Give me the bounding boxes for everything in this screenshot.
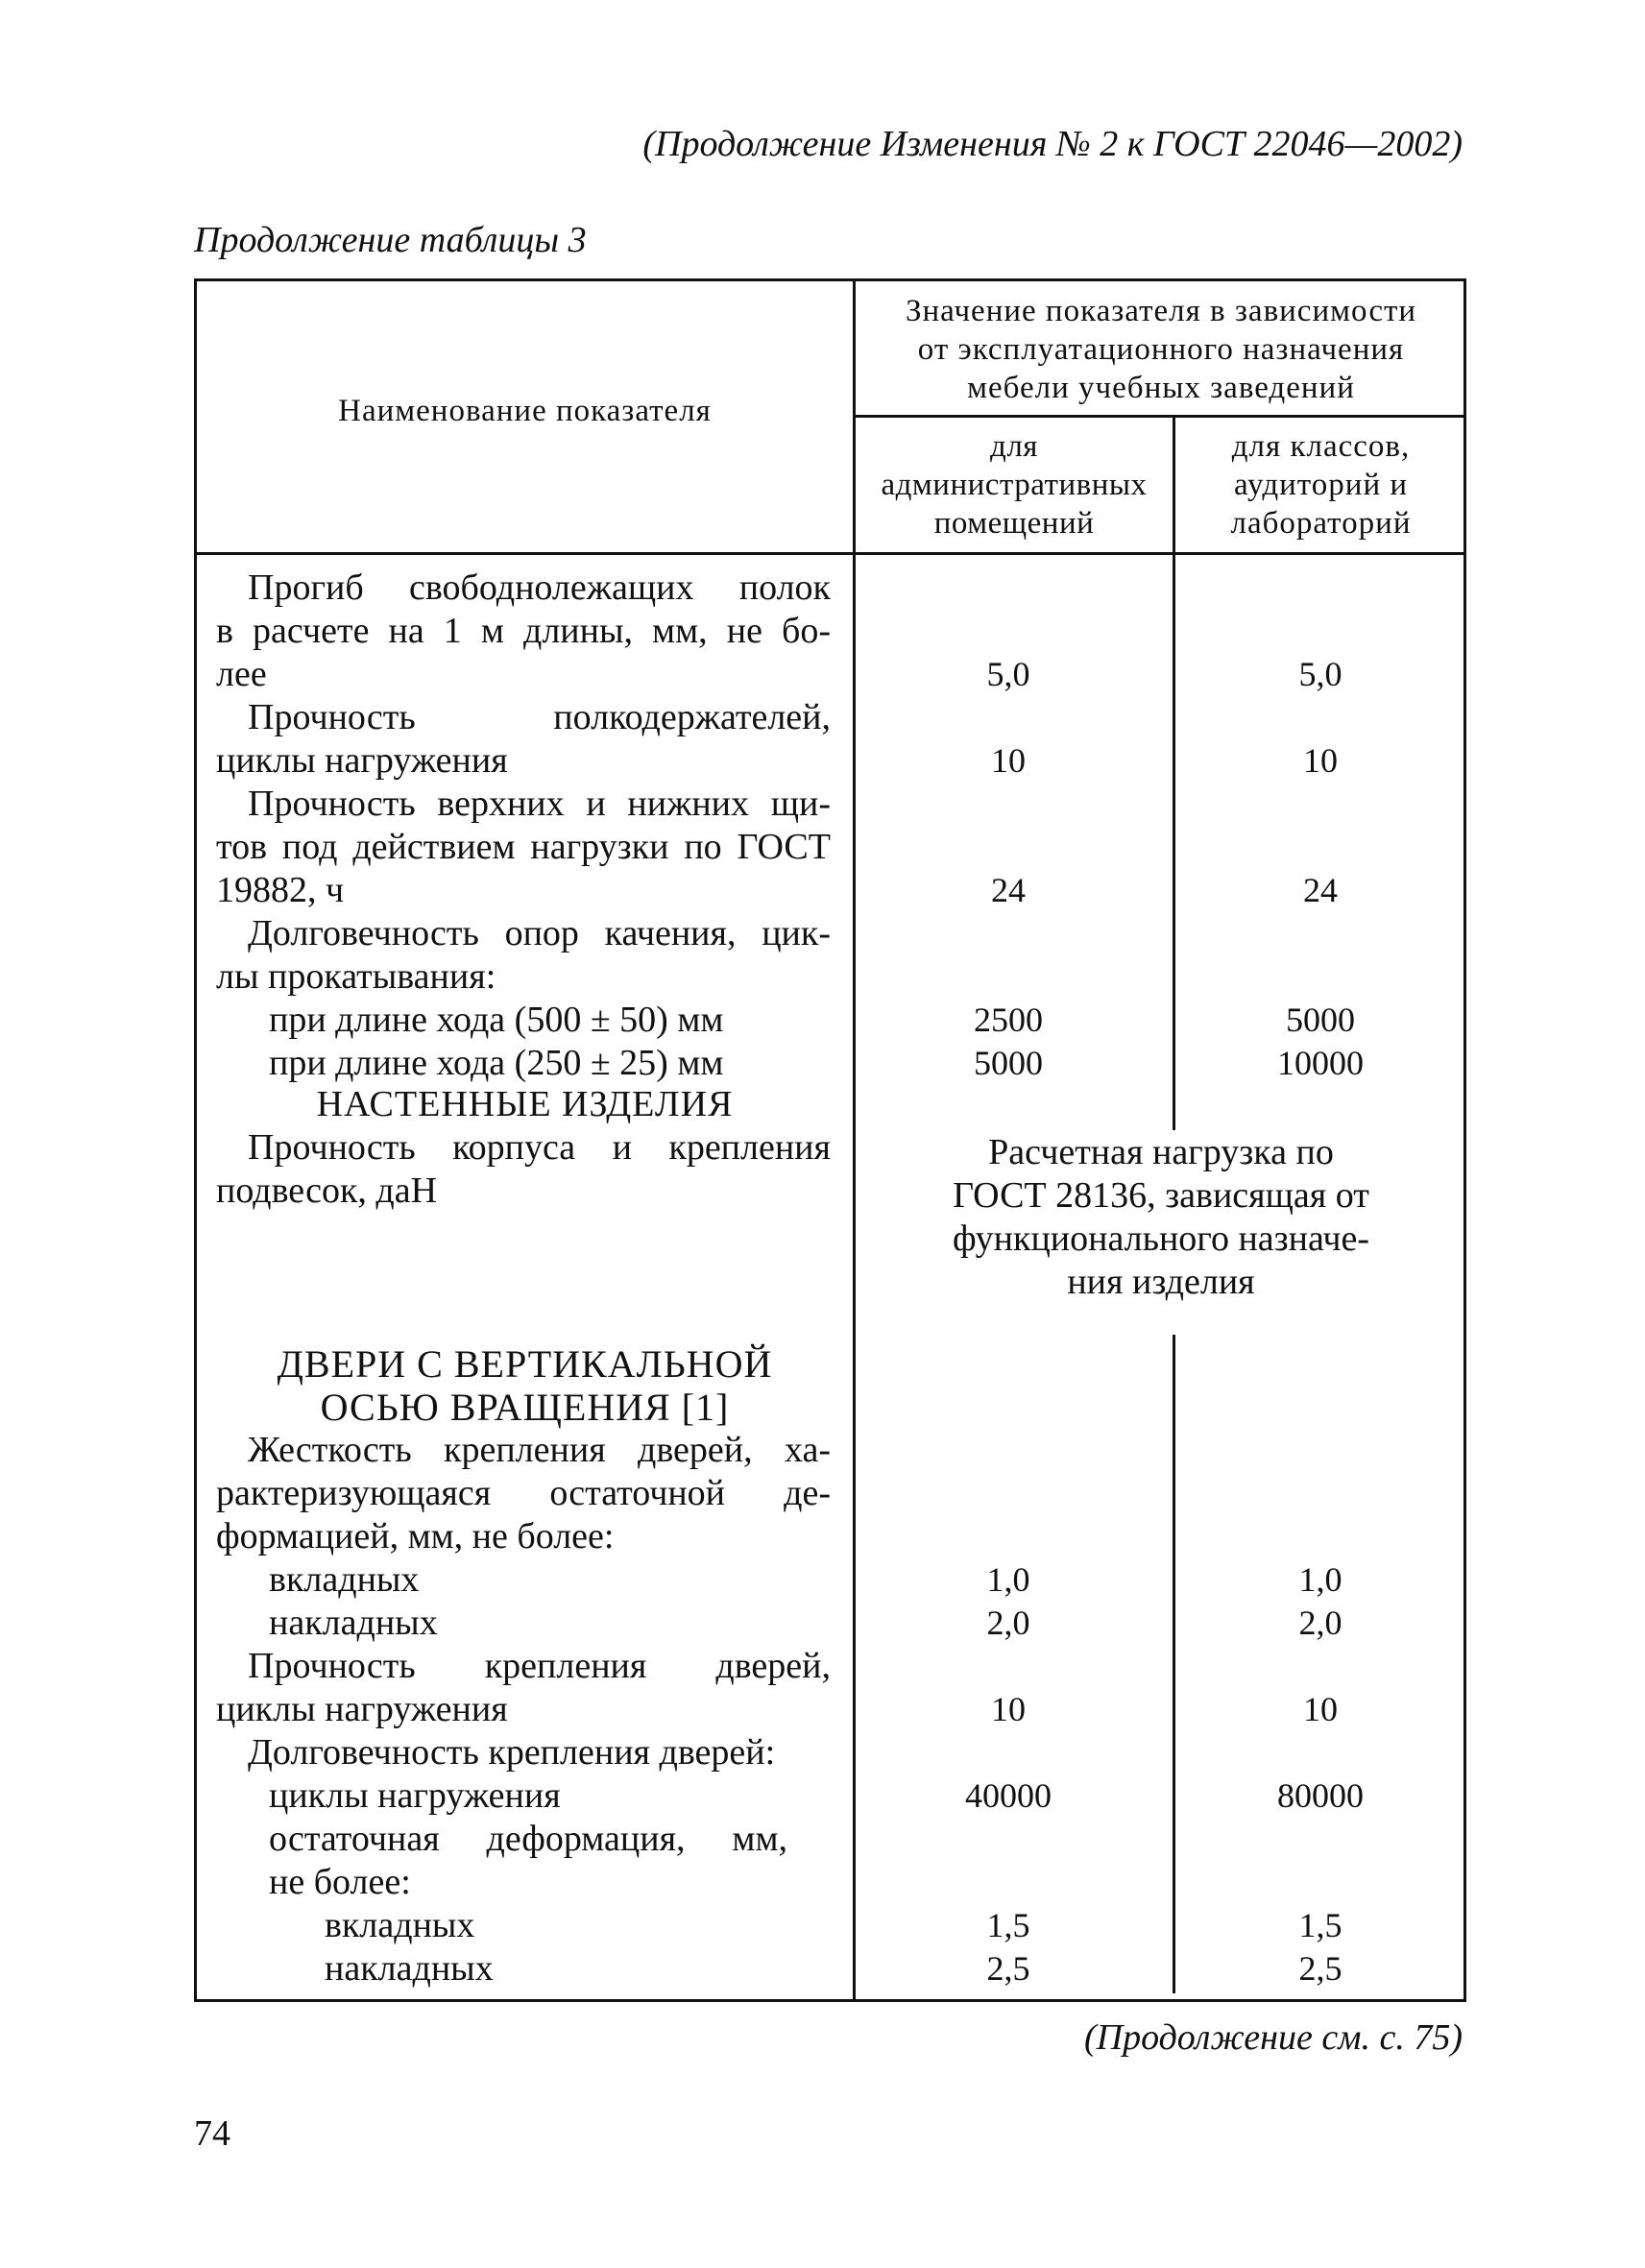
page-number: 74	[194, 2113, 230, 2154]
running-head: (Продолжение Изменения № 2 к ГОСТ 22046—2002)	[642, 124, 1463, 164]
col-class-header: для классов, аудиторий и лабораторий	[1230, 429, 1412, 541]
row-door-rigidity-sub-2-label: накладных	[269, 1603, 438, 1643]
row-door-strength-name: Прочность крепления дверей, циклы нагружения	[216, 1646, 831, 1729]
col-name-header: Наименование показателя	[338, 394, 712, 428]
col-group-header: Значение показателя в зависимости от эксплуатационного назначения мебели учебных заведений	[905, 294, 1417, 405]
row-door-durability-sub-1-label: вкладных	[325, 1905, 475, 1945]
header-bottom-rule	[194, 552, 1466, 555]
row-rolling-sub-1-label: при длине хода (500 ± 50) мм	[269, 1000, 724, 1040]
section-doors-title: ДВЕРИ С ВЕРТИКАЛЬНОЙ ОСЬЮ ВРАЩЕНИЯ [1]	[277, 1342, 773, 1429]
row-wall-strength-merged-value: Расчетная нагрузка по ГОСТ 28136, зависящая от функционального назначе- ния изделия	[953, 1132, 1369, 1302]
col-admin-header: для административных помещений	[881, 429, 1148, 541]
row-door-rigidity-name: Жесткость крепления дверей, ха- рактеризующаяся остаточной де- формацией, мм, не более:	[216, 1430, 831, 1556]
row-door-durability-deformation-label: остаточная деформация, мм, не более:	[269, 1819, 787, 1902]
row-wall-strength-name: Прочность корпуса и крепления подвесок, даН	[216, 1127, 831, 1211]
row-shelf-holders-name: Прочность полкодержателей, циклы нагружения	[216, 697, 831, 781]
table-caption: Продолжение таблицы 3	[194, 220, 587, 260]
row-door-durability-cycles-label: циклы нагружения	[269, 1775, 561, 1816]
row-panels-strength-name: Прочность верхних и нижних щи- тов под действием нагрузки по ГОСТ 19882, ч	[216, 784, 831, 910]
header-group-rule	[853, 415, 1466, 418]
row-door-durability-name: Долговечность крепления дверей:	[248, 1732, 776, 1773]
continuation-note: (Продолжение см. с. 75)	[1083, 2017, 1463, 2058]
row-shelf-deflection-name: Прогиб свободнолежащих полок в расчете на 1 м длины, мм, не бо- лее	[216, 567, 831, 694]
row-rolling-sub-2-label: при длине хода (250 ± 25) мм	[269, 1043, 724, 1083]
divider-admin-class-bottom	[1173, 1335, 1175, 1993]
section-wall-title: НАСТЕННЫЕ ИЗДЕЛИЯ	[316, 1084, 734, 1124]
row-door-rigidity-sub-1-label: вкладных	[269, 1559, 420, 1600]
row-rolling-supports-name: Долговечность опор качения, цик- лы прокатывания:	[216, 913, 831, 997]
row-door-durability-sub-2-label: накладных	[325, 1948, 494, 1989]
